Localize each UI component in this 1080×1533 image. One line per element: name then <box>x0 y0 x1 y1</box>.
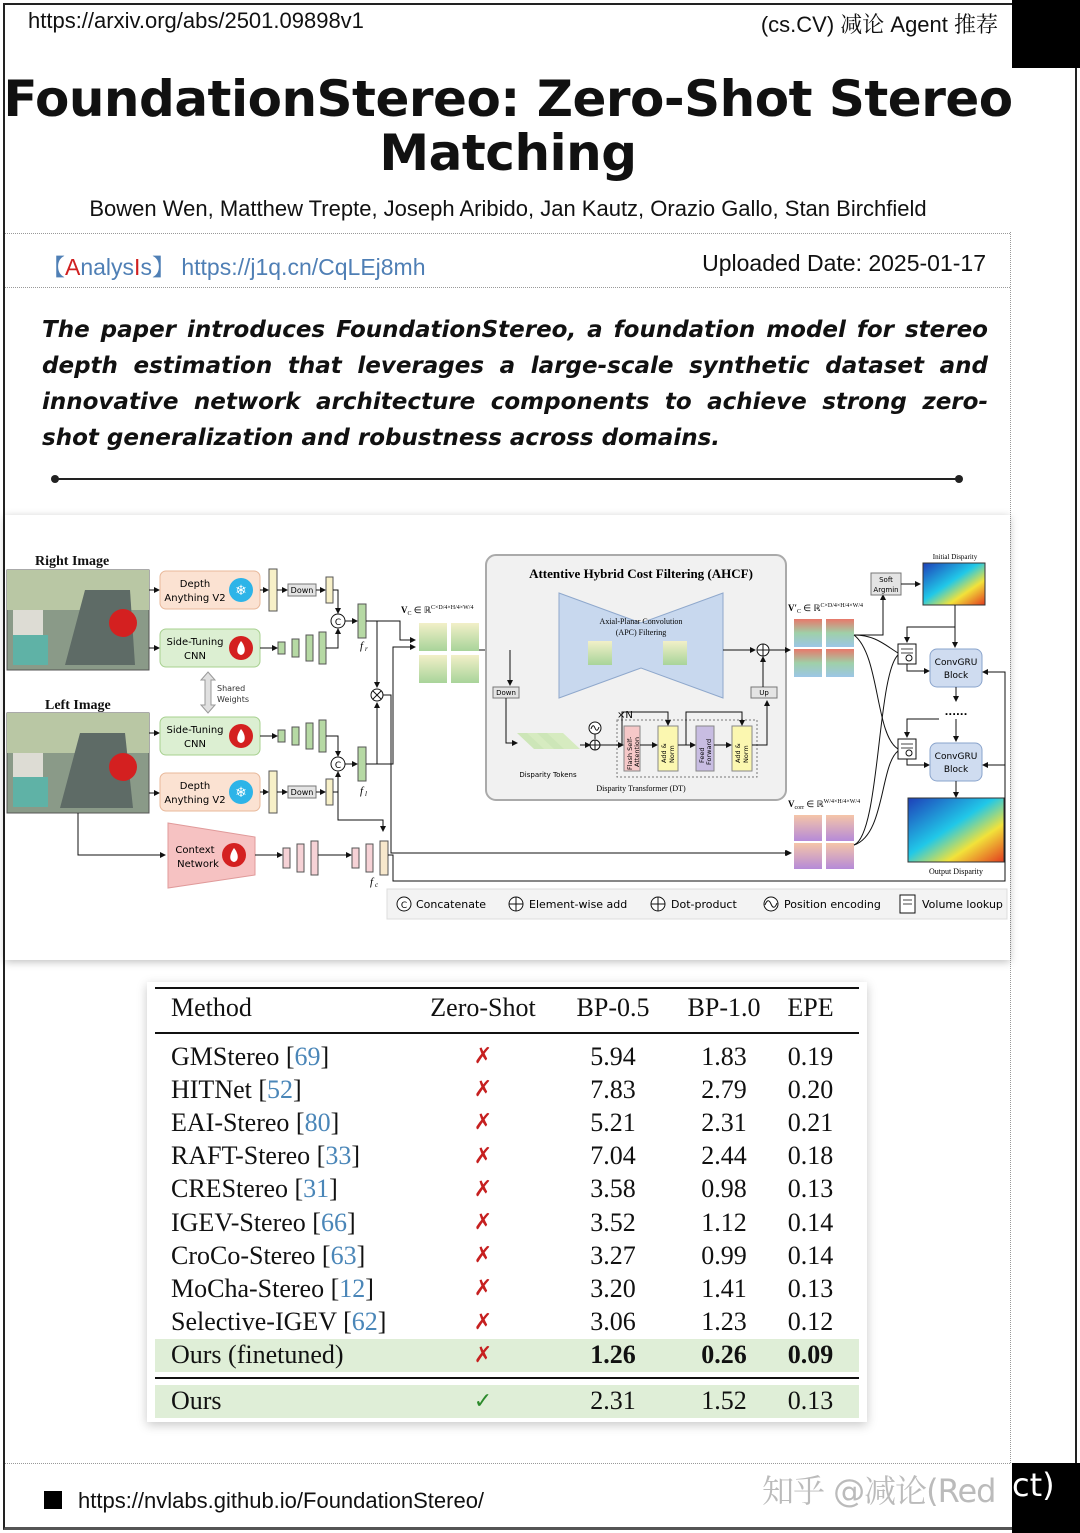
svg-text:ConvGRU: ConvGRU <box>934 658 978 668</box>
table-row: CroCo-Stereo [63] ✗ 3.27 0.99 0.14 <box>171 1240 834 1270</box>
category-label: (cs.CV) 减论 Agent 推荐 <box>760 12 998 37</box>
ahcf-title: Attentive Hybrid Cost Filtering (AHCF) <box>529 566 753 581</box>
svg-text:Concatenate: Concatenate <box>416 898 487 911</box>
citation-link[interactable]: 52 <box>267 1074 294 1104</box>
svg-text:Norm: Norm <box>668 745 676 763</box>
svg-text:Attention: Attention <box>633 737 641 767</box>
svg-text:(APC) Filtering: (APC) Filtering <box>615 628 667 637</box>
svg-text:Add &: Add & <box>660 743 668 763</box>
citation-link[interactable]: 62 <box>351 1307 378 1337</box>
col-method: Method <box>171 993 252 1022</box>
svg-text:......: ...... <box>944 707 968 718</box>
col-bp10: BP-1.0 <box>687 993 761 1022</box>
svg-text:Add &: Add & <box>734 743 742 763</box>
svg-text:Anything V2: Anything V2 <box>164 593 226 604</box>
svg-text:Side-Tuning: Side-Tuning <box>166 725 224 736</box>
svg-text:Anything V2: Anything V2 <box>164 795 226 806</box>
svg-text:Disparity Tokens: Disparity Tokens <box>519 771 577 779</box>
svg-text:Down: Down <box>496 689 516 697</box>
citation-link[interactable]: 12 <box>339 1273 366 1303</box>
col-bp05: BP-0.5 <box>576 993 650 1022</box>
filtered-cost-volume <box>794 619 854 677</box>
uploaded-date: Uploaded Date: 2025-01-17 <box>702 250 986 276</box>
svg-text:Disparity Transformer (DT): Disparity Transformer (DT) <box>596 784 686 793</box>
svg-text:f: f <box>370 876 374 888</box>
divider-dotted <box>5 1463 1010 1464</box>
svg-text:f: f <box>360 785 364 797</box>
svg-text:CNN: CNN <box>184 651 206 662</box>
output-disparity-map <box>908 798 1004 862</box>
vc-label: $V_C$ ∈ ℝ$^{C\times D/4\times H/4\times W/4}$ <box>401 605 474 617</box>
bullet-square-icon <box>44 1491 62 1509</box>
svg-text:C: C <box>400 901 408 911</box>
svg-text:Weights: Weights <box>217 695 250 704</box>
svg-text:Depth: Depth <box>179 579 211 590</box>
table-row: Selective-IGEV [62] ✗ 3.06 1.23 0.12 <box>171 1307 834 1337</box>
correlation-volume <box>794 815 854 869</box>
bracket-open: 【 <box>42 254 65 280</box>
svg-text:❄: ❄ <box>235 785 247 801</box>
svg-text:Depth: Depth <box>179 781 211 792</box>
svg-text:Side-Tuning: Side-Tuning <box>166 637 224 648</box>
svg-text:Axial-Planar Convolution: Axial-Planar Convolution <box>599 617 683 626</box>
volume-lookup-icon <box>898 644 916 664</box>
citation-link[interactable]: 66 <box>320 1207 347 1237</box>
svg-text:Output Disparity: Output Disparity <box>929 867 983 876</box>
table-row: GMStereo [69] ✗ 5.94 1.83 0.19 <box>171 1041 834 1071</box>
right-image-block <box>7 554 149 670</box>
table-rule-bottom <box>155 1377 859 1379</box>
context-network <box>168 823 255 888</box>
svg-text:Feed: Feed <box>698 747 706 763</box>
convgru-block-1 <box>930 649 982 687</box>
results-table <box>147 982 867 1422</box>
right-image-label: Right Image <box>35 554 110 569</box>
analysis-i: I <box>134 254 141 280</box>
svg-text:Soft: Soft <box>879 576 893 584</box>
svg-text:ConvGRU: ConvGRU <box>934 752 978 762</box>
svg-text:Position encoding: Position encoding <box>784 898 881 911</box>
bracket-close: 】 <box>151 254 175 280</box>
svg-text:C: C <box>334 761 342 771</box>
concat-icon: C <box>334 618 342 628</box>
svg-text:Argmin: Argmin <box>873 586 899 594</box>
citation-link[interactable]: 69 <box>294 1041 321 1071</box>
left-image-block <box>7 698 149 813</box>
arxiv-link[interactable]: https://arxiv.org/abs/2501.09898v1 <box>28 8 364 33</box>
svg-text:Network: Network <box>177 859 219 870</box>
shared-weights-arrow <box>201 672 249 713</box>
table-row: MoCha-Stereo [12] ✗ 3.20 1.41 0.13 <box>171 1273 834 1303</box>
paper-authors: Bowen Wen, Matthew Trepte, Joseph Aribido, Jan Kautz, Orazio Gallo, Stan Birchfield <box>89 196 927 221</box>
svg-text:Dot-product: Dot-product <box>671 898 737 911</box>
depth-anything-top <box>160 571 260 609</box>
corner-tab <box>1012 0 1080 68</box>
citation-link[interactable]: 80 <box>304 1107 331 1137</box>
table-row: RAFT-Stereo [33] ✗ 7.04 2.44 0.18 <box>171 1141 834 1171</box>
initial-disparity-map <box>923 563 985 605</box>
svg-text:Forward: Forward <box>705 738 713 765</box>
divider-dotted <box>5 233 1010 234</box>
paper-summary: The paper introduces FoundationStereo, a foundation model for stereo depth estimation that leverages a large-scale synthetic dataset and innovative network architecture components to achieve strong zero-shot generalization and robustness across domains. <box>42 317 988 451</box>
table-row: IGEV-Stereo [66] ✗ 3.52 1.12 0.14 <box>171 1207 834 1237</box>
svg-text:Initial Disparity: Initial Disparity <box>932 553 978 561</box>
table-row-ours: Ours ✓ 2.31 1.52 0.13 <box>155 1385 859 1418</box>
side-tuning-top <box>160 629 260 667</box>
architecture-figure <box>5 515 1010 960</box>
ahcf-module <box>486 555 790 800</box>
svg-text:Down: Down <box>290 788 314 797</box>
svg-text:c: c <box>375 881 379 889</box>
svg-text:Up: Up <box>759 689 769 697</box>
svg-text:Norm: Norm <box>742 745 750 763</box>
svg-text:Volume lookup: Volume lookup <box>922 898 1003 911</box>
analysis-a: A <box>65 254 81 280</box>
table-row: EAI-Stereo [80] ✗ 5.21 2.31 0.21 <box>171 1107 834 1137</box>
side-tuning-bottom <box>160 717 260 755</box>
project-link[interactable]: https://nvlabs.github.io/FoundationStereo/ <box>78 1488 485 1513</box>
citation-link[interactable]: 63 <box>330 1240 357 1270</box>
cost-volume-cubes <box>419 623 479 683</box>
table-row: CREStereo [31] ✗ 3.58 0.98 0.13 <box>171 1174 834 1204</box>
table-row-finetuned: Ours (finetuned) ✗ 1.26 0.26 0.09 <box>155 1339 859 1372</box>
analysis-link[interactable]: https://j1q.cn/CqLEj8mh <box>181 254 426 280</box>
convgru-block-2 <box>930 743 982 781</box>
svg-text:Down: Down <box>290 586 314 595</box>
table-header <box>155 989 859 1027</box>
analysis-line <box>42 249 426 282</box>
citation-link[interactable]: 33 <box>325 1141 352 1171</box>
table-row: HITNet [52] ✗ 7.83 2.79 0.20 <box>171 1074 834 1104</box>
svg-text:f: f <box>360 640 364 652</box>
table-rule-mid <box>155 1032 859 1034</box>
svg-text:Element-wise add: Element-wise add <box>529 898 628 911</box>
figure-legend <box>387 889 1007 919</box>
svg-text:CNN: CNN <box>184 739 206 750</box>
section-divider <box>54 478 960 480</box>
vc-prime-label: $V'_C$ ∈ ℝ$^{C\times D/4\times H/4\times W/4}$ <box>788 603 863 615</box>
vcorr-label: $V_{corr}$ ∈ ℝ$^{W/4\times H/4\times W/4}$ <box>788 799 861 811</box>
divider-dotted <box>5 287 1010 288</box>
svg-text:Flash Self-: Flash Self- <box>626 736 634 770</box>
svg-text:Block: Block <box>943 765 969 775</box>
depth-anything-bottom <box>160 773 260 811</box>
col-zero-shot: Zero-Shot <box>430 993 536 1022</box>
svg-text:×N: ×N <box>617 710 633 721</box>
analysis-s: s <box>140 254 152 280</box>
col-epe: EPE <box>787 993 834 1022</box>
analysis-mid: nalys <box>80 254 135 280</box>
svg-text:Context: Context <box>175 845 215 856</box>
paper-title: FoundationStereo: Zero-Shot Stereo Matching <box>3 70 1013 182</box>
volume-lookup-icon <box>898 739 916 759</box>
right-margin-rule <box>1010 232 1011 1463</box>
svg-text:r: r <box>365 645 368 653</box>
watermark-tail: ct) <box>1012 1466 1055 1504</box>
svg-text:l: l <box>365 790 367 798</box>
snowflake-glyph: ❄ <box>235 583 247 599</box>
svg-text:Block: Block <box>943 671 969 681</box>
watermark: 知乎 @减论(Red <box>762 1472 996 1510</box>
citation-link[interactable]: 31 <box>303 1174 330 1204</box>
left-image-label: Left Image <box>45 698 111 713</box>
svg-text:Shared: Shared <box>217 684 246 693</box>
